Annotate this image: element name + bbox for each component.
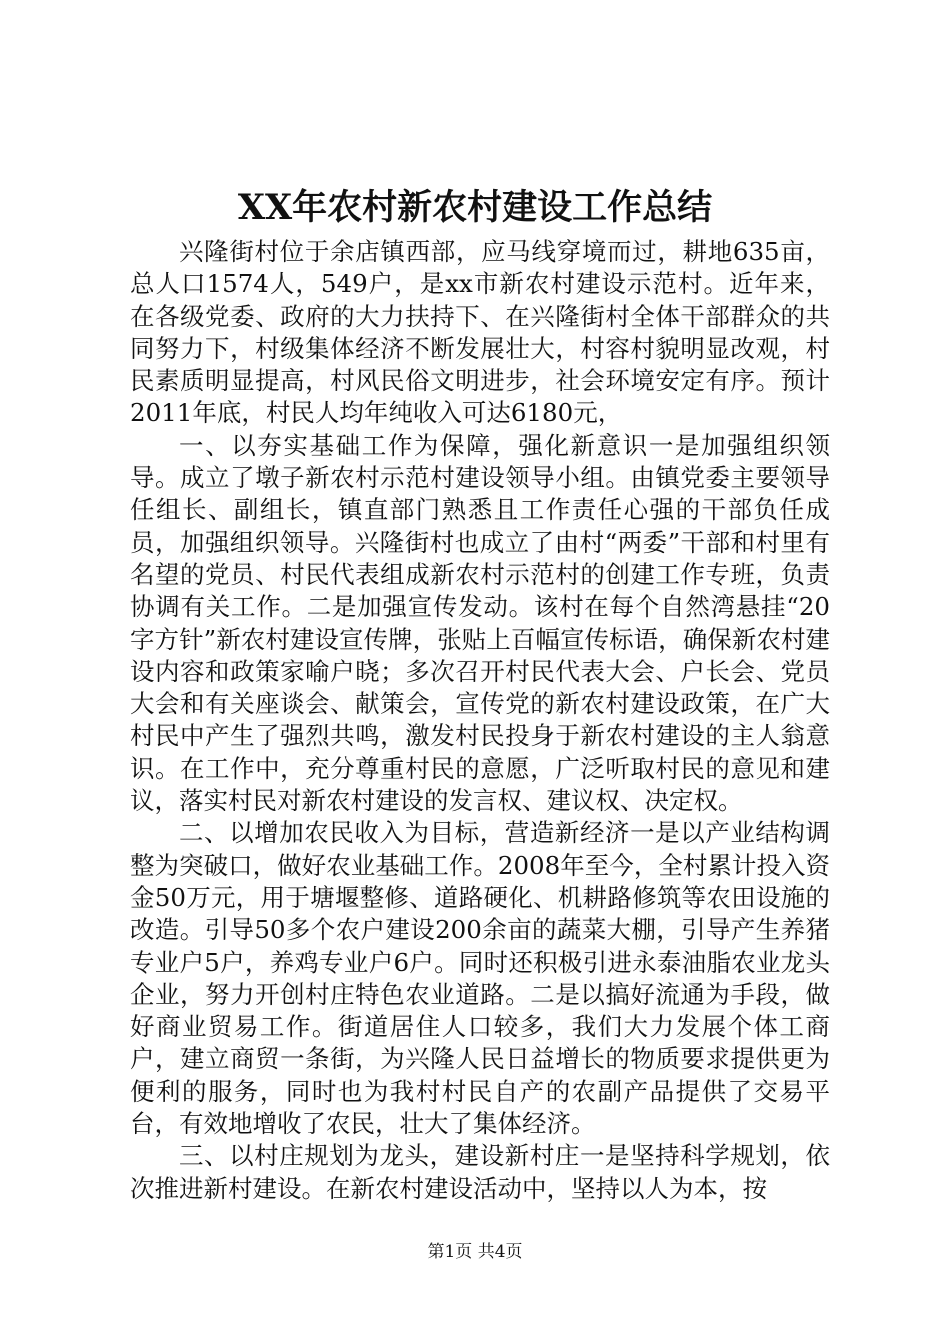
page-number-footer: 第1页 共4页 [427,1242,523,1262]
document-body [130,236,830,1205]
document-title: XX年农村新农村建设工作总结 [237,187,713,228]
paragraph-section-2: 二、以增加农民收入为目标，营造新经济一是以产业结构调整为突破口，做好农业基础工作。2008年至今，全村累计投入资金50万元，用于塘堰整修、道路硬化、机耕路修筑等农田设施的改造。引导50多个农户建设200余亩的蔬菜大棚，引导产生养猪专业户5户，养鸡专业户6户。同时还积极引进永泰油脂农业龙头企业，努力开创村庄特色农业道路。二是以搞好流通为手段，做好商业贸易工作。街道居住人口较多，我们大力发展个体工商户，建立商贸一条街，为兴隆人民日益增长的物质要求提供更为便利的服务，同时也为我村村民自产的农副产品提供了交易平台，有效地增收了农民，壮大了集体经济。 [130,818,830,1139]
paragraph-intro: 兴隆街村位于余店镇西部，应马线穿境而过，耕地635亩，总人口1574人，549户，是xx市新农村建设示范村。近年来，在各级党委、政府的大力扶持下、在兴隆街村全体干部群众的共同努力下，村级集体经济不断发展壮大，村容村貌明显改观，村民素质明显提高，村风民俗文明进步，社会环境安定有序。预计2011年底，村民人均年纯收入可达6180元， [130,237,830,428]
paragraph-section-1: 一、以夯实基础工作为保障，强化新意识一是加强组织领导。成立了墩子新农村示范村建设领导小组。由镇党委主要领导任组长、副组长，镇直部门熟悉且工作责任心强的干部负任成员，加强组织领导。兴隆街村也成立了由村“两委”干部和村里有名望的党员、村民代表组成新农村示范村的创建工作专班，负责协调有关工作。二是加强宣传发动。该村在每个自然湾悬挂“20字方针”新农村建设宣传牌，张贴上百幅宣传标语，确保新农村建设内容和政策家喻户晓；多次召开村民代表大会、户长会、党员大会和有关座谈会、献策会，宣传党的新农村建设政策，在广大村民中产生了强烈共鸣，激发村民投身于新农村建设的主人翁意识。在工作中，充分尊重村民的意愿，广泛听取村民的意见和建议，落实村民对新农村建设的发言权、建议权、决定权。 [130,430,830,816]
paragraph-section-3: 三、以村庄规划为龙头，建设新村庄一是坚持科学规划，依次推进新村建设。在新农村建设活动中，坚持以人为本，按 [130,1141,830,1203]
